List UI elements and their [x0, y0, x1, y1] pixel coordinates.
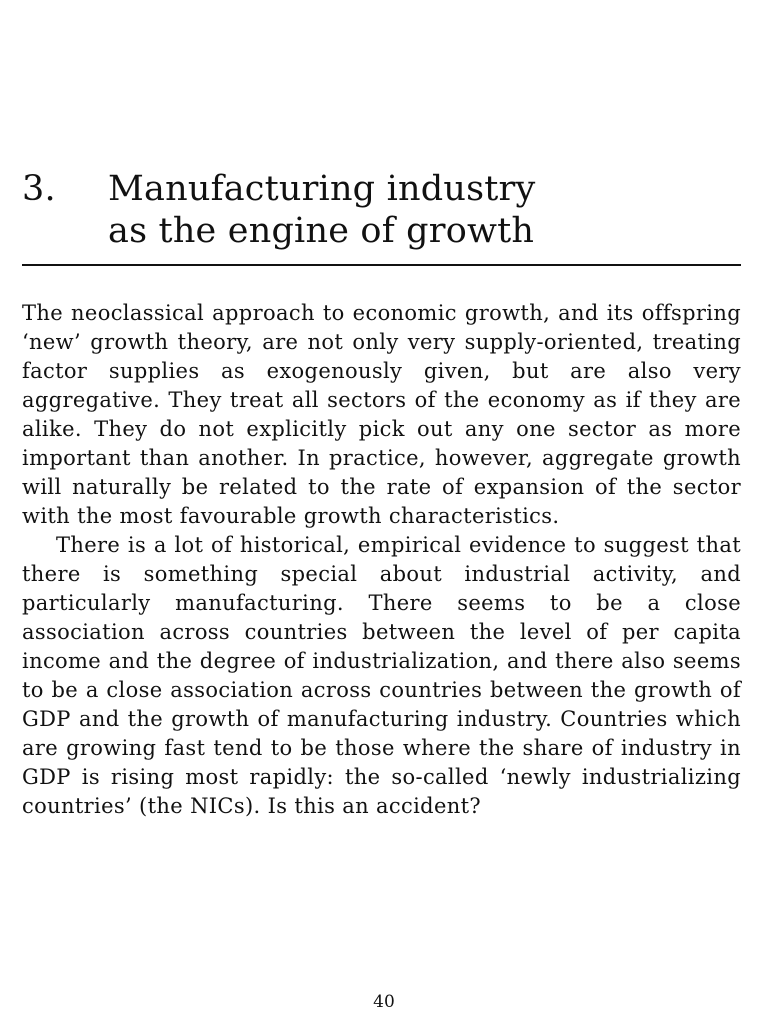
body-text — [22, 299, 741, 821]
chapter-title: Manufacturing industry as the engine of growth — [108, 169, 536, 251]
chapter-number: 3. — [22, 169, 56, 209]
paragraph-1: The neoclassical approach to economic growth, and its offspring ‘new’ growth theory, are not only very supply-oriented, treating factor supplies as exogenously given, but are also very aggregative. They treat all sectors of the economy as if they are alike. They do not explicitly pick out any one sector as more important than another. In practice, however, aggregate growth will naturally be related to the rate of expansion of the sector with the most favourable growth characteristics. — [22, 301, 741, 528]
paragraph-2: There is a lot of historical, empirical evidence to suggest that there is something special about industrial activity, and particularly manufacturing. There seems to be a close association across countries between the level of per capita income and the degree of industrialization, and there also seems to be a close association across countries between the growth of GDP and the growth of manufacturing industry. Countries which are growing fast tend to be those where the share of industry in GDP is rising most rapidly: the so-called ‘newly industrializing countries’ (the NICs). Is this an accident? — [22, 533, 741, 818]
heading-rule — [22, 264, 741, 266]
page-number: 40 — [373, 992, 395, 1012]
